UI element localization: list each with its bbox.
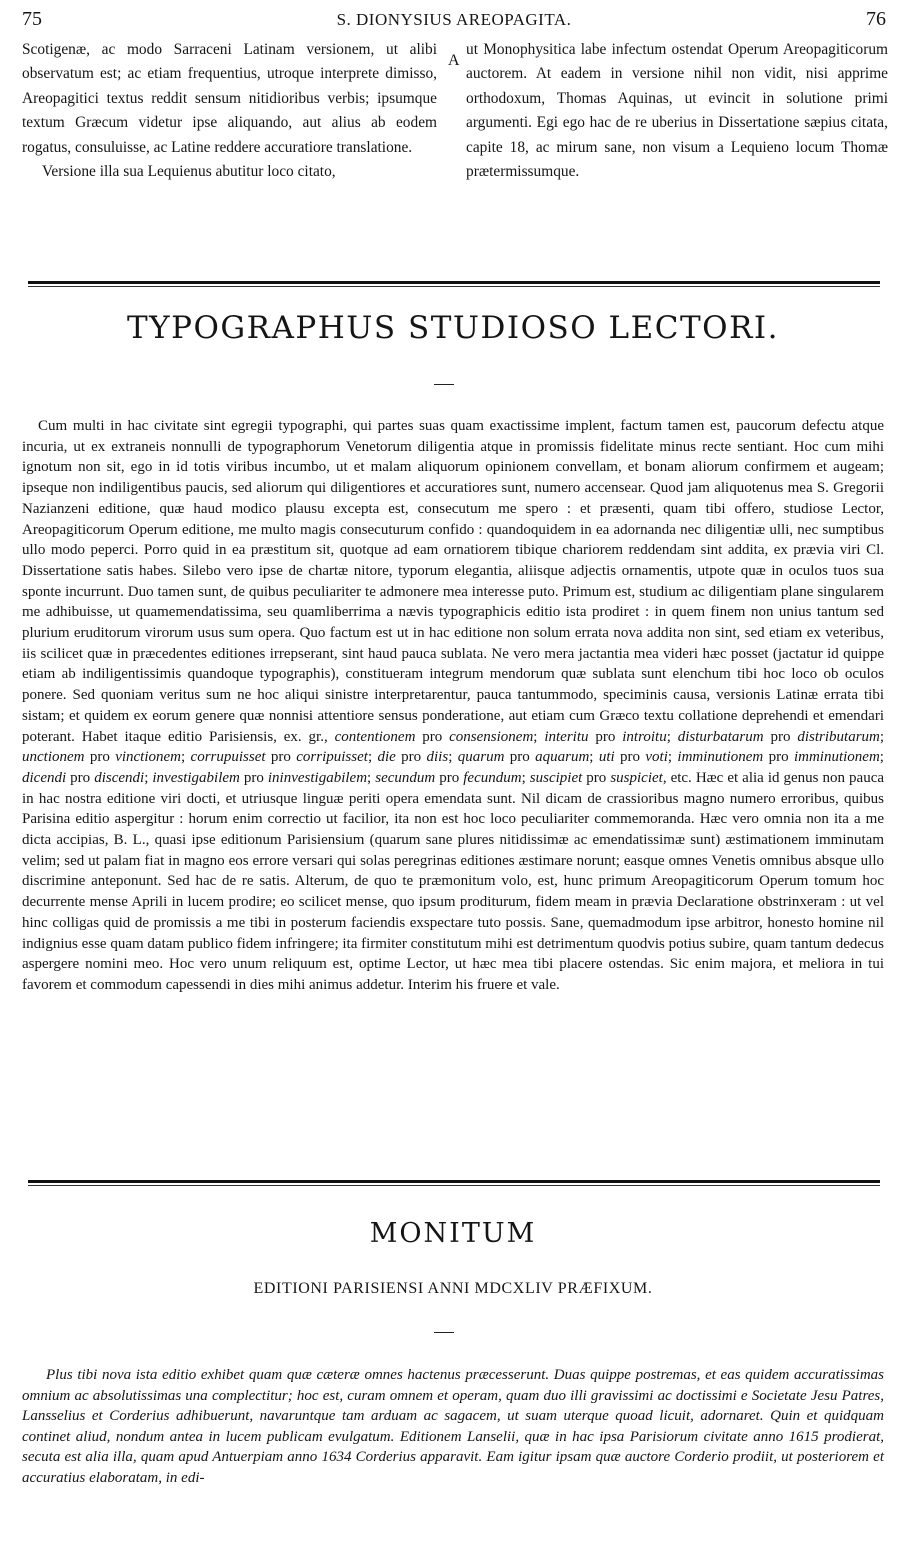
right-column-paragraph: ut Monophysitica labe infectum ostendat Operum Areopagiticorum auctorem. At eadem in versione nihil non vidit, nisi apprime orthodoxum, Thomas Aquinas, ut evincit in solutione primi argumenti. Egi ego hac de re uberius in Dissertatione sæpius citata, capite 18, ac mirum sane, non visum a Lequieno locum Thomæ prætermissumque. xyxy=(466,41,888,181)
erratum-wrong: corrupuisset xyxy=(190,749,266,766)
erratum-right: aquarum xyxy=(535,749,590,766)
title-dash-2 xyxy=(434,1332,454,1333)
erratum-right: vinctionem xyxy=(115,749,182,766)
erratum-connector: pro xyxy=(66,769,95,786)
erratum-connector: pro xyxy=(435,769,464,786)
erratum-right: discendi xyxy=(94,769,145,786)
erratum-wrong: die xyxy=(377,749,396,766)
section-title-monitum: MONITUM xyxy=(369,1218,537,1249)
running-head xyxy=(22,0,886,34)
erratum-right: introitu xyxy=(622,728,667,745)
margin-letter: A xyxy=(448,52,460,69)
erratum-wrong: secundum xyxy=(375,769,436,786)
typographus-body xyxy=(22,416,884,996)
erratum-connector: pro xyxy=(265,749,297,766)
erratum-connector: pro xyxy=(239,769,268,786)
erratum-right: distributarum xyxy=(797,728,880,745)
section-title-typographus: TYPOGRAPHUS STUDIOSO LECTORI. xyxy=(126,310,780,346)
erratum-connector: pro xyxy=(588,728,623,745)
erratum-wrong: dicendi xyxy=(22,769,67,786)
erratum-right: voti xyxy=(645,749,668,766)
erratum-connector: pro xyxy=(84,749,116,766)
section-divider-rule xyxy=(28,281,880,284)
erratum-connector: pro xyxy=(763,749,794,766)
section-divider-rule-2 xyxy=(28,1180,880,1183)
right-column xyxy=(466,38,888,184)
erratum-right: imminutionem xyxy=(793,749,880,766)
erratum-wrong: contentionem xyxy=(334,728,416,745)
left-column xyxy=(22,38,437,184)
erratum-connector: pro xyxy=(582,769,611,786)
body-text-end: Hæc et alia id genus non pauca in hac nostra editione viri docti, et utriusque linguæ periti opera emendata sunt. Nil dicam de crassioribus magno numero erroribus, quibus Parisina editio aspergitur : horum enim correctio ut facilior, ita non est hoc loco peculiariter commemoranda. Hæc vero omnia non ita a me dicta accipias, B. L., quasi ipse editionum Parisiensium (quarum sane plures nitidissimæ ac emendatissimæ sunt) æstimationem imminutam velim; sed ut palam fiat in magno eos errore versari qui solas peregrinas editiones æstimare norunt; easque omnes Venetis omnibus absque ullo discrimine anteponunt. Sed hac de re satis. Alterum, de quo te præmonitum volo, est, hunc primum Areopagiticorum Operum tomum hoc decurrente mense Aprili in lucem prodire; eo scilicet mense, quo ipsum proditurum, fidem meam in prævia Declaratione obstrinxeram : ut vel hinc colligas quid de promissis a me tibi in posterum faciendis exspectare tuto possis. Sane, quemadmodum ipse arbitror, honesto homine nil indignius esse quam datam publico fidem infringere; ita firmiter constitutum mihi est detrimentum quodvis potius subire, quam tantum dedecus aspergere nomini meo. Hoc vero unum reliquum est, optime Lector, ut hæc mea tibi placere ostendas. Sic enim majora, et meliora in tui favorem et commodum capessendi in dies mihi animus addetur. Interim his fruere et vale. xyxy=(22,769,885,993)
title-dash xyxy=(434,384,454,385)
erratum-wrong: unctionem xyxy=(22,749,85,766)
erratum-connector: pro xyxy=(415,728,450,745)
running-title: S. DIONYSIUS AREOPAGITA. xyxy=(336,10,572,29)
erratum-right: ininvestigabilem xyxy=(267,769,368,786)
page-number-right: 76 xyxy=(866,8,886,30)
monitum-subtitle: EDITIONI PARISIENSI ANNI MDCXLIV PRÆFIXUM. xyxy=(253,1280,653,1297)
erratum-wrong: investigabilem xyxy=(152,769,240,786)
erratum-connector: pro xyxy=(763,728,798,745)
erratum-right: corripuisset xyxy=(296,749,368,766)
erratum-wrong: suscipiet xyxy=(529,769,583,786)
erratum-wrong: interitu xyxy=(544,728,589,745)
page-number-left: 75 xyxy=(22,8,42,30)
erratum-wrong: uti xyxy=(598,749,615,766)
errata-etc: etc. xyxy=(670,769,692,786)
erratum-connector: pro xyxy=(614,749,646,766)
left-column-paragraph: Scotigenæ, ac modo Sarraceni Latinam versionem, ut alibi observatum est; ac etiam frequentius, utroque interprete dimisso, Areopagitici textus reddit sensum nitidioribus verbis; ipsumque textum Græcum videtur ipse aliquando, aut alius ab eodem rogatus, consuluisse, ac Latine reddere accuratiore translatione. xyxy=(22,41,437,156)
erratum-wrong: disturbatarum xyxy=(677,728,764,745)
errata-list: contentionem pro consensionem; interitu pro introitu; disturbatarum pro distributarum; unctionem pro vinctionem; corrupuisset pro corripuisset; die pro diis; quarum pro aquarum; uti pro voti; imminutionem pro imminutionem; dicendi pro discendi; investigabilem pro ininvestigabilem; secundum pro fecundum; suscipiet pro suspiciet, etc. xyxy=(22,728,885,786)
monitum-body: Plus tibi nova ista editio exhibet quam quæ cæteræ omnes hactenus præcesserunt. Duas quippe postremas, et eas quidem accuratissimas omnium ac absolutissimas una complectitur; hoc est, curam omnem et operam, quam duo illi gravissimi ac doctissimi e Societate Jesu Patres, Lansselius et Corderius adhibuerunt, navaruntque tam arduam ac sagacem, ut suam uterque quoad licuit, adornaret. Quin et quidquam continet aliud, nondum antea in lucem publicam evulgatum. Editionem Lanselii, quæ in hac ipsa Parisiorum civitate anno 1615 prodierat, secuta est alia illa, quam apud Antuerpiam anno 1634 Corderius apparavit. Eam igitur ipsam quæ auctore Corderio prodiit, ut posteriorem et accuratius elaboratam, in edi- xyxy=(22,1367,884,1486)
body-text: Cum multi in hac civitate sint egregii typographi, qui partes suas quam exactissime implent, factum tamen est, paucorum defectu atque incuria, ut ex extraneis nonnulli de typographorum Venetorum diligentia atque in promissis fidelitate minus recte sentiant. Hoc cum mihi ignotum non sit, ego in id totis viribus incumbo, ut et malam aliquorum opinionem convellam, et bonam aliorum confirmem et augeam; ipseque non indiligentibus paucis, sed aliorum qui diligentiores et accuratiores sunt, numero accensear. Quod jam aliquotenus mea S. Gregorii Nazianzeni editione, quæ haud modico plausu excepta est, consecutum me spero : et præsenti, quam tibi offero, studiose Lector, Areopagiticorum Operum editione, me multo magis consecuturum confido : quandoquidem in ea adornanda nec diligentiæ ulli, nec sumptibus ullo modo peperci. Porro quid in ea præstitum sit, quotque ad eam ornatiorem tibique chariorem reddendam sint addita, ex prævia viri Cl. Dissertatione satis habes. Silebo vero ipse de chartæ nitore, typorum elegantia, aliisque adjectis ornamentis, utpote quæ in oculos tuos sua sponte incurrunt. Duo tamen sunt, de quibus peculiariter te admonere mea interesse puto. Primum est, studium ac diligentiam plane singularem me adhibuisse, ut quamemendatissima, seu quamliberrima a nævis typographicis editio ista prodiret : in quem finem non unius tantum sed plurium eruditorum virorum usus sum opera. Quo factum est ut in hac editione non solum errata nova addita non sint, sed etiam ex veteribus, iis scilicet quæ in præcedentes editiones irrepserant, sint haud pauca sublata. Ne vero mera jactantia mea videri hæc posset (jactatur id quippe etiam ab indiligentissimis quandoque typographis), constitueram integrum mendorum quæ sublata sunt elenchum tibi hoc loco ob oculos ponere. Sed quoniam veritus sum ne hoc aliqui sinistre interpretarentur, pauca tantummodo, speciminis causa, versionis Latinæ errata tibi sistam; et quidem ex eorum genere quæ nonnisi attentiore sensus ponderatione, aut etiam cum Græco textu collatione deprehendi et emendari poterant. Habet itaque editio Parisiensis, ex. gr., xyxy=(22,418,884,745)
left-column-paragraph-2: Versione illa sua Lequienus abutitur loco citato, xyxy=(42,163,336,181)
erratum-connector: pro xyxy=(504,749,536,766)
erratum-right: fecundum xyxy=(463,769,522,786)
top-two-columns xyxy=(22,38,888,256)
erratum-right: suspiciet xyxy=(610,769,663,786)
erratum-right: diis xyxy=(426,749,449,766)
erratum-right: consensionem xyxy=(449,728,534,745)
erratum-wrong: quarum xyxy=(457,749,505,766)
erratum-connector: pro xyxy=(395,749,427,766)
erratum-wrong: imminutionem xyxy=(677,749,764,766)
